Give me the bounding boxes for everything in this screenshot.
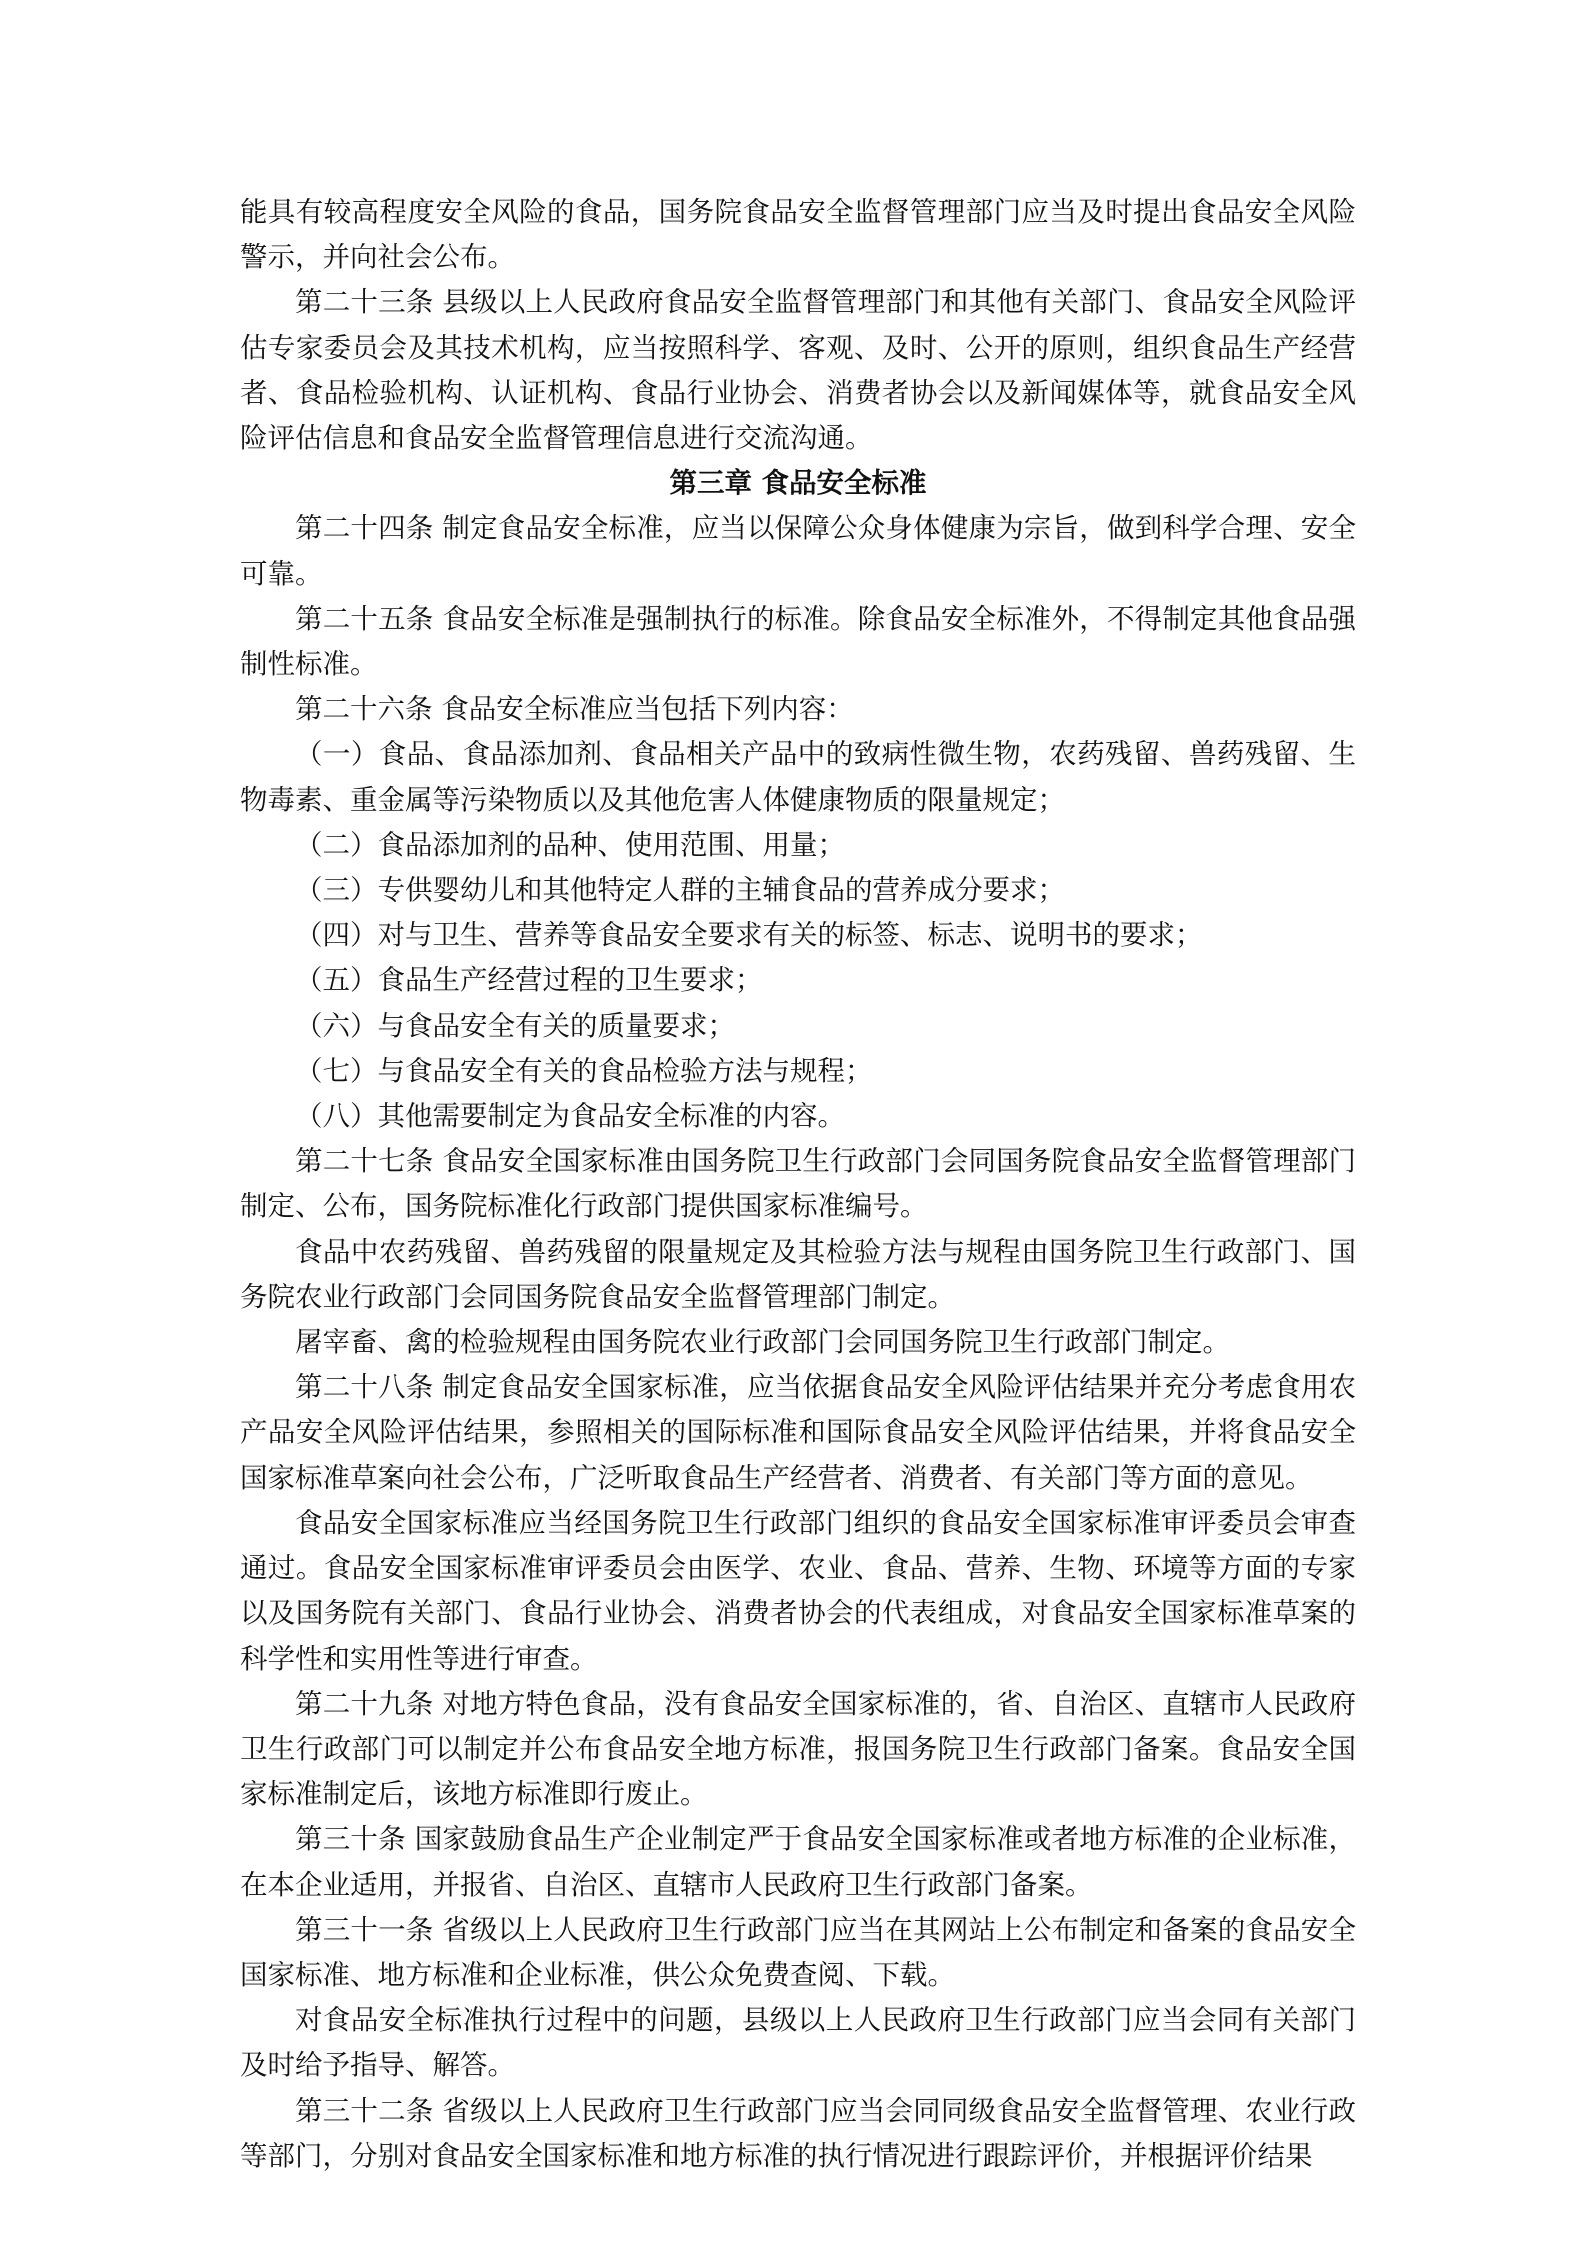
article-26: 第二十六条 食品安全标准应当包括下列内容： — [295, 693, 854, 726]
list-item-1: （一）食品、食品添加剂、食品相关产品中的致病性微生物，农药残留、兽药残留、生物毒素、重金属等污染物质以及其他危害人体健康物质的限量规定； — [240, 738, 1356, 816]
article-32: 第三十二条 省级以上人民政府卫生行政部门应当会同同级食品安全监督管理、农业行政等部门，分别对食品安全国家标准和地方标准的执行情况进行跟踪评价，并根据评价结果 — [240, 2094, 1356, 2172]
paragraph-continued: 能具有较高程度安全风险的食品，国务院食品安全监督管理部门应当及时提出食品安全风险警示，并向社会公布。 — [240, 196, 1356, 274]
article-23: 第二十三条 县级以上人民政府食品安全监督管理部门和其他有关部门、食品安全风险评估专家委员会及其技术机构，应当按照科学、客观、及时、公开的原则，组织食品生产经营者、食品检验机构、认证机构、食品行业协会、消费者协会以及新闻媒体等，就食品安全风险评估信息和食品安全监督管理信息进行交流沟通。 — [240, 286, 1356, 455]
list-item-2: （二）食品添加剂的品种、使用范围、用量； — [295, 828, 845, 861]
article-27-para-2: 食品中农药残留、兽药残留的限量规定及其检验方法与规程由国务院卫生行政部门、国务院农业行政部门会同国务院食品安全监督管理部门制定。 — [240, 1235, 1356, 1313]
article-29: 第二十九条 对地方特色食品，没有食品安全国家标准的，省、自治区、直辖市人民政府卫生行政部门可以制定并公布食品安全地方标准，报国务院卫生行政部门备案。食品安全国家标准制定后，该地方标准即行废止。 — [240, 1687, 1356, 1811]
article-31: 第三十一条 省级以上人民政府卫生行政部门应当在其网站上公布制定和备案的食品安全国家标准、地方标准和企业标准，供公众免费查阅、下载。 — [240, 1913, 1356, 1991]
article-24: 第二十四条 制定食品安全标准，应当以保障公众身体健康为宗旨，做到科学合理、安全可靠。 — [240, 512, 1356, 590]
list-item-4: （四）对与卫生、营养等食品安全要求有关的标签、标志、说明书的要求； — [295, 919, 1203, 952]
article-31-para-2: 对食品安全标准执行过程中的问题，县级以上人民政府卫生行政部门应当会同有关部门及时给予指导、解答。 — [240, 2004, 1356, 2082]
chapter-heading: 第三章 食品安全标准 — [669, 467, 927, 500]
article-28-para-2: 食品安全国家标准应当经国务院卫生行政部门组织的食品安全国家标准审评委员会审查通过。食品安全国家标准审评委员会由医学、农业、食品、营养、生物、环境等方面的专家以及国务院有关部门、食品行业协会、消费者协会的代表组成，对食品安全国家标准草案的科学性和实用性等进行审查。 — [240, 1506, 1356, 1675]
article-28: 第二十八条 制定食品安全国家标准，应当依据食品安全风险评估结果并充分考虑食用农产品安全风险评估结果，参照相关的国际标准和国际食品安全风险评估结果，并将食品安全国家标准草案向社会公布，广泛听取食品生产经营者、消费者、有关部门等方面的意见。 — [240, 1371, 1356, 1494]
document-page — [240, 190, 1356, 2179]
article-27: 第二十七条 食品安全国家标准由国务院卫生行政部门会同国务院食品安全监督管理部门制定、公布，国务院标准化行政部门提供国家标准编号。 — [240, 1145, 1356, 1223]
list-item-6: （六）与食品安全有关的质量要求； — [295, 1009, 735, 1042]
article-27-para-3: 屠宰畜、禽的检验规程由国务院农业行政部门会同国务院卫生行政部门制定。 — [295, 1326, 1230, 1359]
list-item-5: （五）食品生产经营过程的卫生要求； — [295, 964, 763, 997]
article-30: 第三十条 国家鼓励食品生产企业制定严于食品安全国家标准或者地方标准的企业标准，在本企业适用，并报省、自治区、直辖市人民政府卫生行政部门备案。 — [240, 1823, 1356, 1901]
list-item-8: （八）其他需要制定为食品安全标准的内容。 — [295, 1100, 845, 1133]
list-item-7: （七）与食品安全有关的食品检验方法与规程； — [295, 1054, 873, 1087]
article-25: 第二十五条 食品安全标准是强制执行的标准。除食品安全标准外，不得制定其他食品强制性标准。 — [240, 602, 1356, 681]
list-item-3: （三）专供婴幼儿和其他特定人群的主辅食品的营养成分要求； — [295, 874, 1065, 907]
